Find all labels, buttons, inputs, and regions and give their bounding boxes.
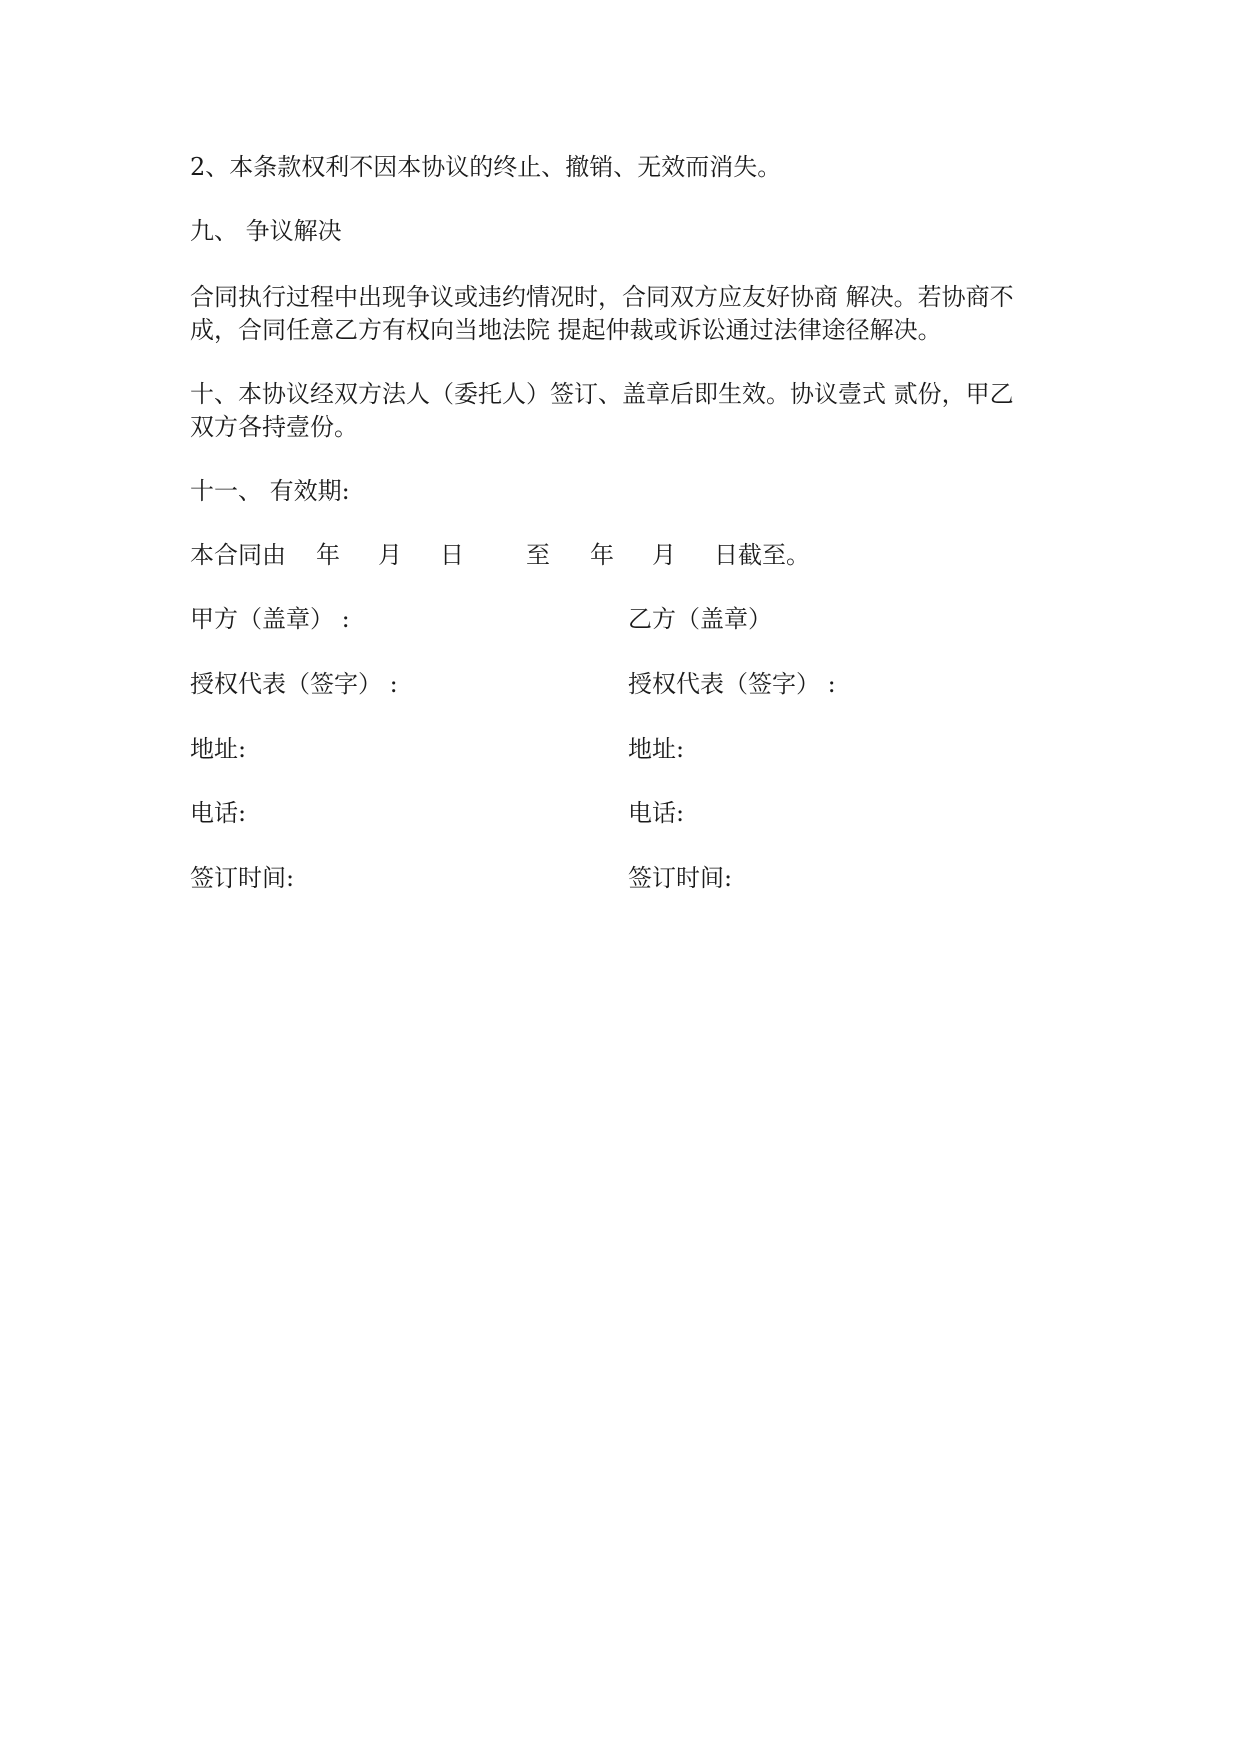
party-b-phone: 电话: (628, 799, 685, 827)
validity-month-2: 月 (652, 541, 676, 569)
clause-8-item-2: 2、本条款权利不因本协议的终止、撤销、无效而消失。 (190, 153, 782, 181)
section-9-heading: 九、 争议解决 (190, 217, 342, 245)
party-b-signing-time: 签订时间: (628, 864, 733, 892)
section-10-line-2: 双方各持壹份。 (190, 413, 358, 441)
party-a-address: 地址: (190, 735, 247, 763)
validity-to: 至 (526, 541, 550, 569)
section-9-paragraph (190, 281, 1060, 347)
validity-line (190, 539, 810, 572)
party-b-representative: 授权代表（签字） : (628, 670, 836, 698)
validity-day-1: 日 (440, 541, 464, 569)
validity-month-1: 月 (378, 541, 402, 569)
party-a-representative: 授权代表（签字） : (190, 670, 398, 698)
validity-suffix: 日截至。 (714, 541, 810, 569)
section-10-paragraph (190, 378, 1060, 444)
section-10-line-1: 十、本协议经双方法人（委托人）签订、盖章后即生效。协议壹式 贰份，甲乙 (190, 380, 1014, 408)
section-9-line-1: 合同执行过程中出现争议或违约情况时，合同双方应友好协商 解决。若协商不 (190, 283, 1014, 311)
validity-year-1: 年 (316, 541, 340, 569)
party-a-seal: 甲方（盖章） : (190, 605, 350, 633)
party-b-seal: 乙方（盖章） (628, 605, 772, 633)
section-11-heading: 十一、 有效期: (190, 477, 350, 505)
party-a-phone: 电话: (190, 799, 247, 827)
party-b-address: 地址: (628, 735, 685, 763)
party-a-signing-time: 签订时间: (190, 864, 295, 892)
section-9-line-2: 成，合同任意乙方有权向当地法院 提起仲裁或诉讼通过法律途径解决。 (190, 316, 942, 344)
validity-year-2: 年 (590, 541, 614, 569)
validity-prefix: 本合同由 (190, 541, 286, 569)
